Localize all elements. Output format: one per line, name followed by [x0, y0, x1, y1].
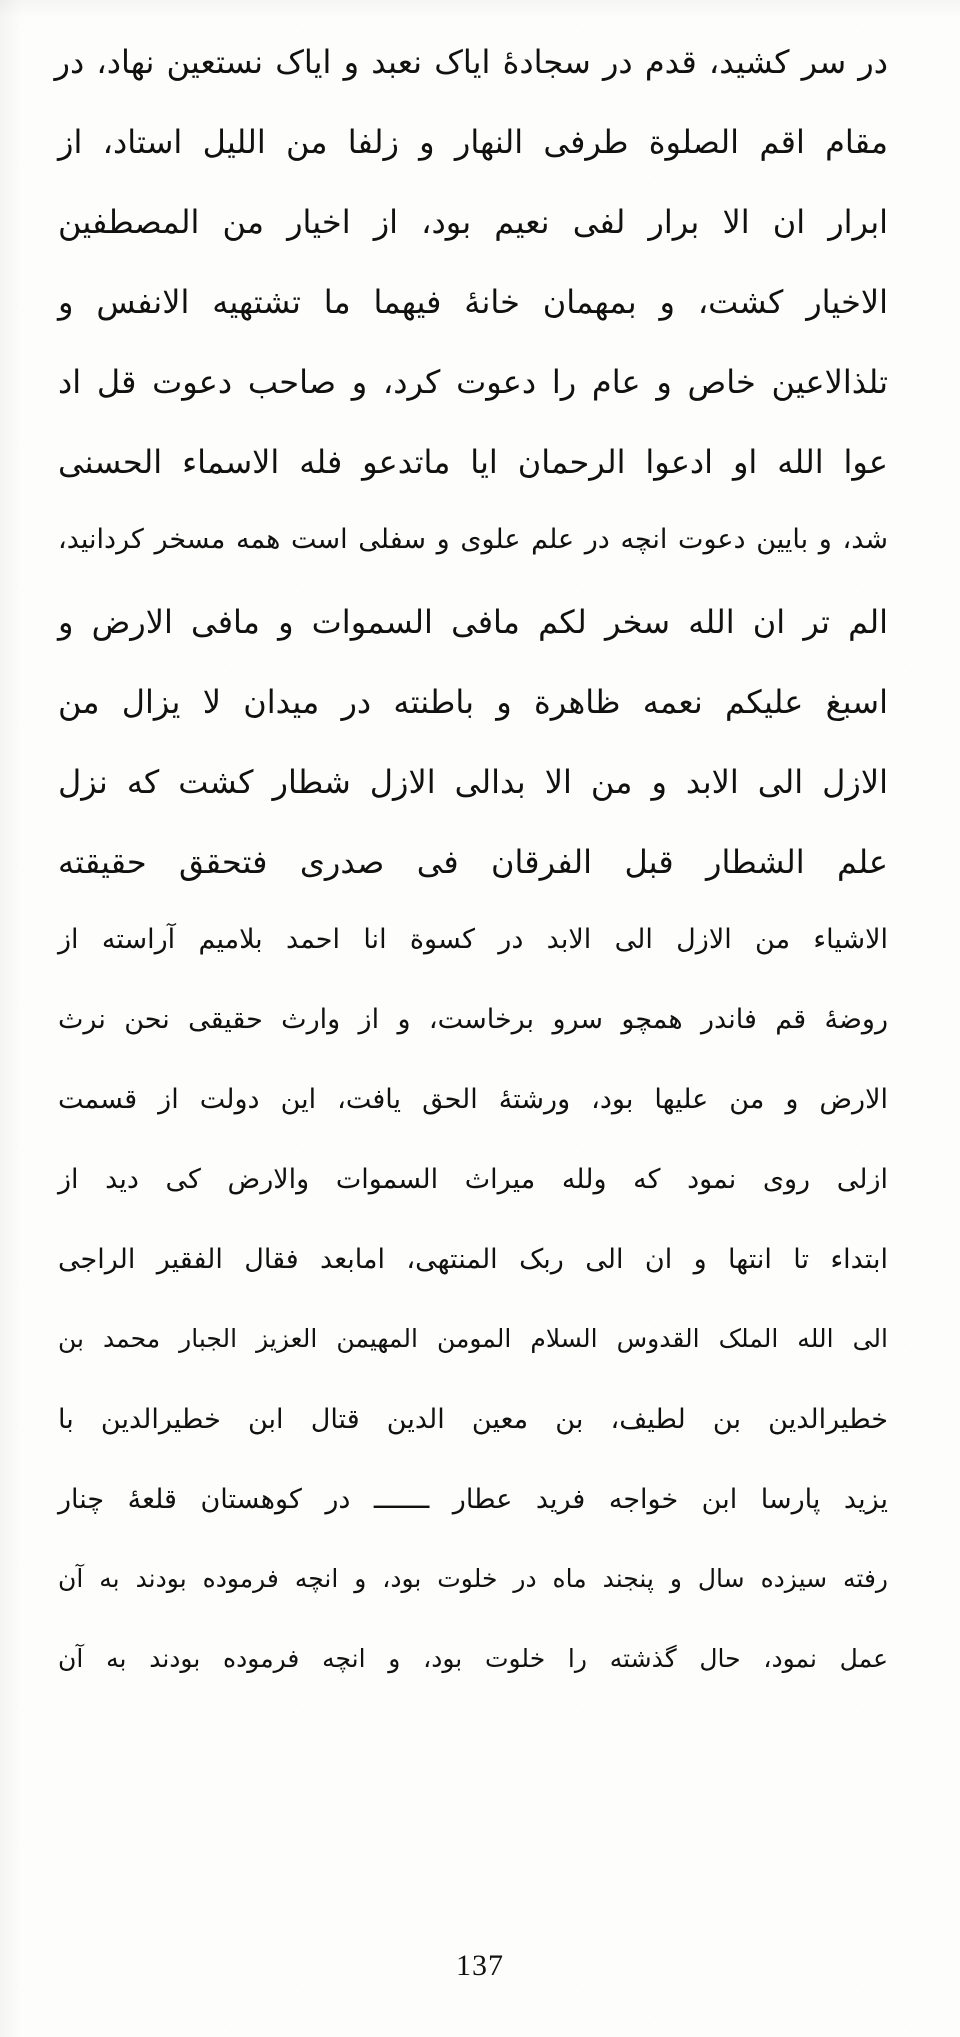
- text-line: عوا الله او ادعوا الرحمان ایا ماتدعو فله الاسماء الحسنی: [58, 443, 888, 481]
- text-line: مقام اقم الصلوة طرفی النهار و زلفا من اللیل استاد، از: [58, 123, 888, 161]
- text-line: الازل الی الابد و من الا بدالی الازل شطار کشت که نزل: [58, 763, 888, 801]
- text-line: الاخیار کشت، و بمهمان خانهٔ فیهما ما تشتهیه الانفس و: [58, 283, 888, 321]
- text-line: در سر کشید، قدم در سجادهٔ ایاک نعبد و ایاک نستعین نهاد، در: [54, 43, 888, 81]
- text-line: یزید پارسا ابن خواجه فرید عطار ـــــــ در کوهستان قلعهٔ چنار: [58, 1484, 888, 1515]
- text-line: عمل نمود، حال گذشته را خلوت بود، و انچه فرموده بودند به آن: [58, 1644, 888, 1673]
- page-top-shading: [0, 0, 960, 18]
- text-line: ازلی روی نمود که ولله میراث السموات والارض کی دید از: [58, 1164, 888, 1195]
- text-line: الارض و من علیها بود، ورشتهٔ الحق یافت، این دولت از قسمت: [58, 1084, 888, 1115]
- text-line: علم الشطار قبل الفرقان فی صدری فتحقق حقیقته: [58, 843, 888, 881]
- text-line: روضهٔ قم فاندر همچو سرو برخاست، و از وارث حقیقی نحن نرث: [58, 1004, 888, 1035]
- text-line: ابتداء تا انتها و ان الی ربک المنتهی، امابعد فقال الفقیر الراجی: [58, 1244, 888, 1275]
- text-line: الم تر ان الله سخر لکم مافی السموات و مافی الارض و: [58, 603, 888, 641]
- text-line: خطیرالدین بن لطیف، بن معین الدین قتال ابن خطیرالدین با: [58, 1404, 888, 1435]
- text-line: الاشیاء من الازل الی الابد در کسوة انا احمد بلامیم آراسته از: [58, 924, 888, 955]
- page-left-shading: [0, 0, 22, 2037]
- text-line: رفته سیزده سال و پنجند ماه در خلوت بود، و انچه فرموده بودند به آن: [58, 1564, 888, 1593]
- text-line: ابرار ان الا برار لفی نعیم بود، از اخیار من المصطفین: [58, 203, 888, 241]
- text-line: شد، و بایین دعوت انچه در علم علوی و سفلی است همه مسخر کردانید،: [58, 524, 888, 555]
- text-line: تلذالاعین خاص و عام را دعوت کرد، و صاحب دعوت قل اد: [58, 363, 888, 401]
- page-number: 137: [456, 1949, 504, 1982]
- body-text: [54, 43, 888, 1726]
- text-line: اسبغ علیکم نعمه ظاهرة و باطنته در میدان لا یزال من: [58, 683, 888, 721]
- text-line: الی الله الملک القدوس السلام المومن المهیمن العزیز الجبار محمد بن: [58, 1324, 888, 1353]
